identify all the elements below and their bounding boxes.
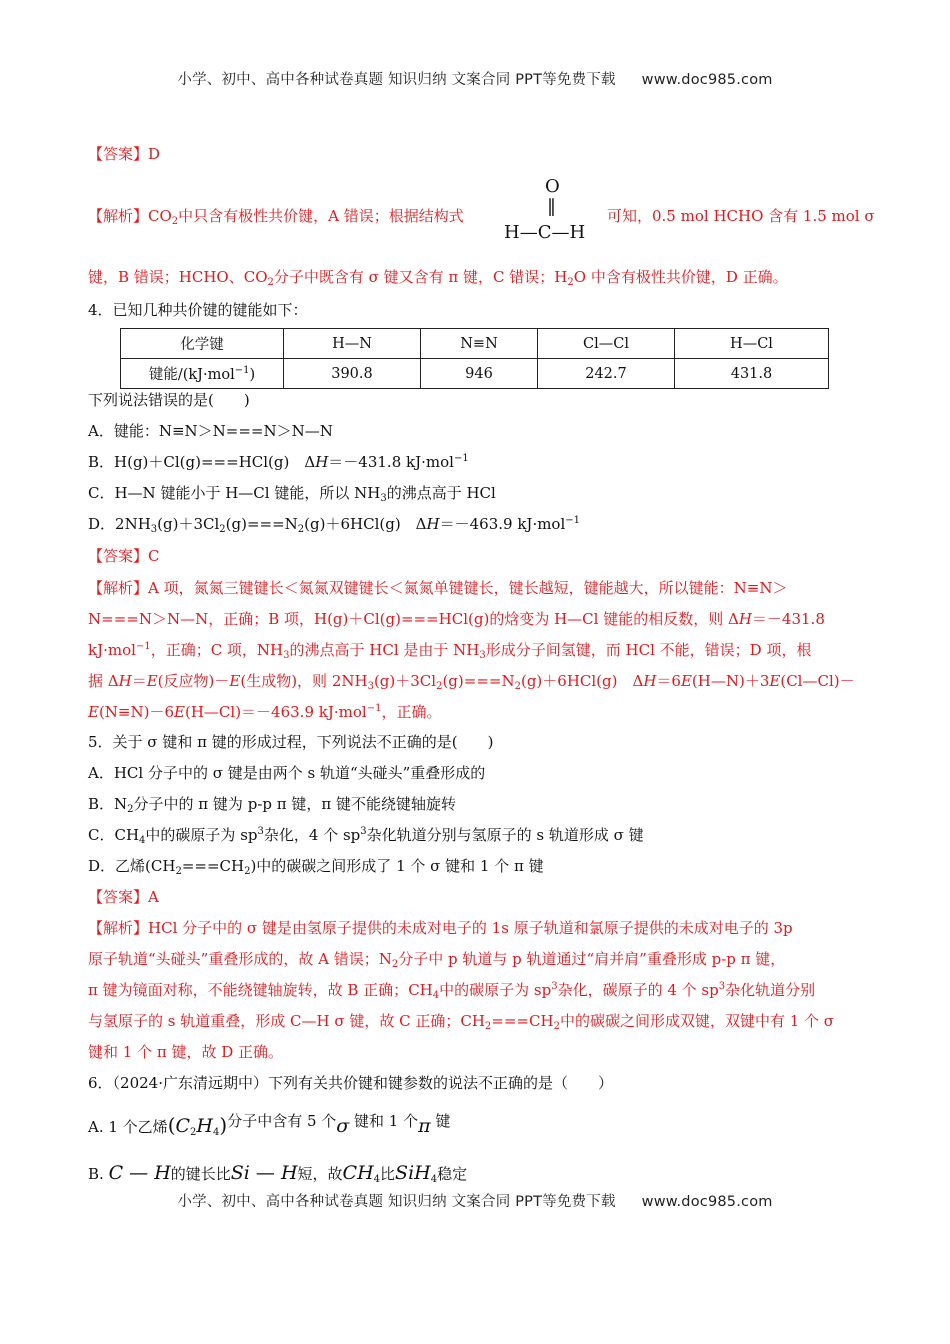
q3-analysis-line1-end: 可知，0.5 mol HCHO 含有 1.5 mol σ — [607, 207, 875, 225]
table-cell: 键能/(kJ·mol$^{-1}$) — [121, 359, 284, 389]
q5-option-b: B．$N_2$分子中的 π 键为 p-p π 键，π 键不能绕键轴旋转 — [88, 795, 456, 815]
footer-site: www.doc985.com — [641, 1194, 773, 1210]
q3-analysis-line1: 【解析】$CO_2$中只含有极性共价键，A 错误；根据结构式 — [88, 207, 464, 227]
q5-stem: 5．关于 σ 键和 π 键的形成过程，下列说法不正确的是( ) — [88, 733, 494, 751]
q5-analysis-line1: 【解析】HCl 分子中的 σ 键是由氢原子提供的未成对电子的 1s 原子轨道和氯原子提供的未成对电子的 3p — [88, 919, 793, 937]
q5-option-a: A．HCl 分子中的 σ 键是由两个 s 轨道“头碰头”重叠形成的 — [88, 764, 486, 782]
table-cell: N≡N — [421, 329, 538, 359]
q4-analysis-line5: E(N≡N)－6E(H—Cl)＝－463.9 kJ·mol$^{-1}$，正确。 — [88, 703, 442, 721]
q4-question: 下列说法错误的是( ) — [88, 391, 250, 409]
page-header — [0, 68, 950, 89]
q4-option-a: A．键能：N≡N＞N===N＞N—N — [88, 422, 333, 440]
q4-option-c: C．H—N 键能小于 H—Cl 键能，所以 $NH_3$的沸点高于 HCl — [88, 484, 496, 504]
table-cell: 946 — [421, 359, 538, 389]
q6-option-b: B. C — H的键长比Si — H短，故$CH_4$比SiH$_4$稳定 — [88, 1162, 468, 1185]
table-cell: 化学键 — [121, 329, 284, 359]
q4-analysis-line4: 据 ΔH＝E(反应物)－E(生成物)，则 $2NH_3(g)+3Cl_2(g)===N_2(g)+6HCl(g)$ ΔH＝6E(H—N)＋3E(Cl—Cl)－ — [88, 672, 855, 692]
q4-option-b: B．H(g)＋Cl(g)===HCl(g) ΔH＝－431.8 kJ·mol$^{-1}$ — [88, 453, 469, 471]
table-cell: H—Cl — [675, 329, 829, 359]
q3-analysis-line2: 键，B 错误；HCHO、$CO_2$分子中既含有 σ 键又含有 π 键，C 错误；$H_2O$ 中含有极性共价键，D 正确。 — [88, 268, 788, 288]
q5-analysis-line2: 原子轨道“头碰头”重叠形成的，故 A 错误；$N_2$分子中 p 轨道与 p 轨道通过“肩并肩”重叠形成 p-p π 键， — [88, 950, 786, 970]
hcho-structural-formula: O ‖ H—C—H — [504, 176, 586, 243]
q4-analysis-line1: 【解析】A 项，氮氮三键键长＜氮氮双键键长＜氮氮单键键长，键长越短，键能越大，所以键能：N≡N＞ — [88, 579, 788, 597]
footer-text: 小学、初中、高中各种试卷真题 知识归纳 文案合同 PPT等免费下载 — [177, 1194, 616, 1210]
table-cell: 242.7 — [538, 359, 675, 389]
table-cell: 431.8 — [675, 359, 829, 389]
table-row — [121, 359, 829, 389]
q3-answer: 【答案】D — [88, 145, 161, 163]
table-cell: H—N — [284, 329, 421, 359]
q5-option-c: C．$CH_4$中的碳原子为 $sp^3$杂化，4 个 $sp^3$杂化轨道分别与氢原子的 s 轨道形成 σ 键 — [88, 826, 644, 846]
bond-energy-table — [120, 328, 829, 389]
table-row — [121, 329, 829, 359]
q4-analysis-line2: N===N＞N—N，正确；B 项，H(g)＋Cl(g)===HCl(g)的焓变为 H—Cl 键能的相反数，则 ΔH＝－431.8 — [88, 610, 825, 628]
table-cell: Cl—Cl — [538, 329, 675, 359]
header-site: www.doc985.com — [641, 72, 773, 88]
table-cell: 390.8 — [284, 359, 421, 389]
q6-stem: 6．（2024·广东清远期中）下列有关共价键和键参数的说法不正确的是（ ） — [88, 1074, 613, 1092]
page-footer — [0, 1190, 950, 1211]
q4-stem: 4．已知几种共价键的键能如下： — [88, 301, 308, 319]
q5-answer: 【答案】A — [88, 888, 159, 906]
q5-analysis-line3: π 键为镜面对称，不能绕键轴旋转，故 B 正确；$CH_4$中的碳原子为 $sp^3$杂化，碳原子的 4 个 $sp^3$杂化轨道分别 — [88, 981, 816, 1001]
q5-analysis-line4: 与氢原子的 s 轨道重叠，形成 C—H σ 键，故 C 正确；$CH_2===CH_2$中的碳碳之间形成双键，双键中有 1 个 σ — [88, 1012, 835, 1032]
header-text: 小学、初中、高中各种试卷真题 知识归纳 文案合同 PPT等免费下载 — [177, 72, 616, 88]
q4-option-d: D．$2NH_3(g)+3Cl_2(g)===N_2(g)+6HCl(g)$ ΔH＝－463.9 kJ·mol$^{-1}$ — [88, 515, 581, 535]
q5-analysis-line5: 键和 1 个 π 键，故 D 正确。 — [88, 1043, 284, 1061]
q4-analysis-line3: kJ·mol$^{-1}$，正确；C 项，$NH_3$的沸点高于 HCl 是由于 $NH_3$形成分子间氢键，而 HCl 不能，错误；D 项，根 — [88, 641, 812, 661]
q4-answer: 【答案】C — [88, 547, 160, 565]
q5-option-d: D．乙烯$(CH_2===CH_2)$中的碳碳之间形成了 1 个 σ 键和 1 个 π 键 — [88, 857, 544, 877]
q6-option-a: A. 1 个乙烯$(C_2H_4)$分子中含有 5 个σ 键和 1 个π 键 — [88, 1112, 451, 1138]
